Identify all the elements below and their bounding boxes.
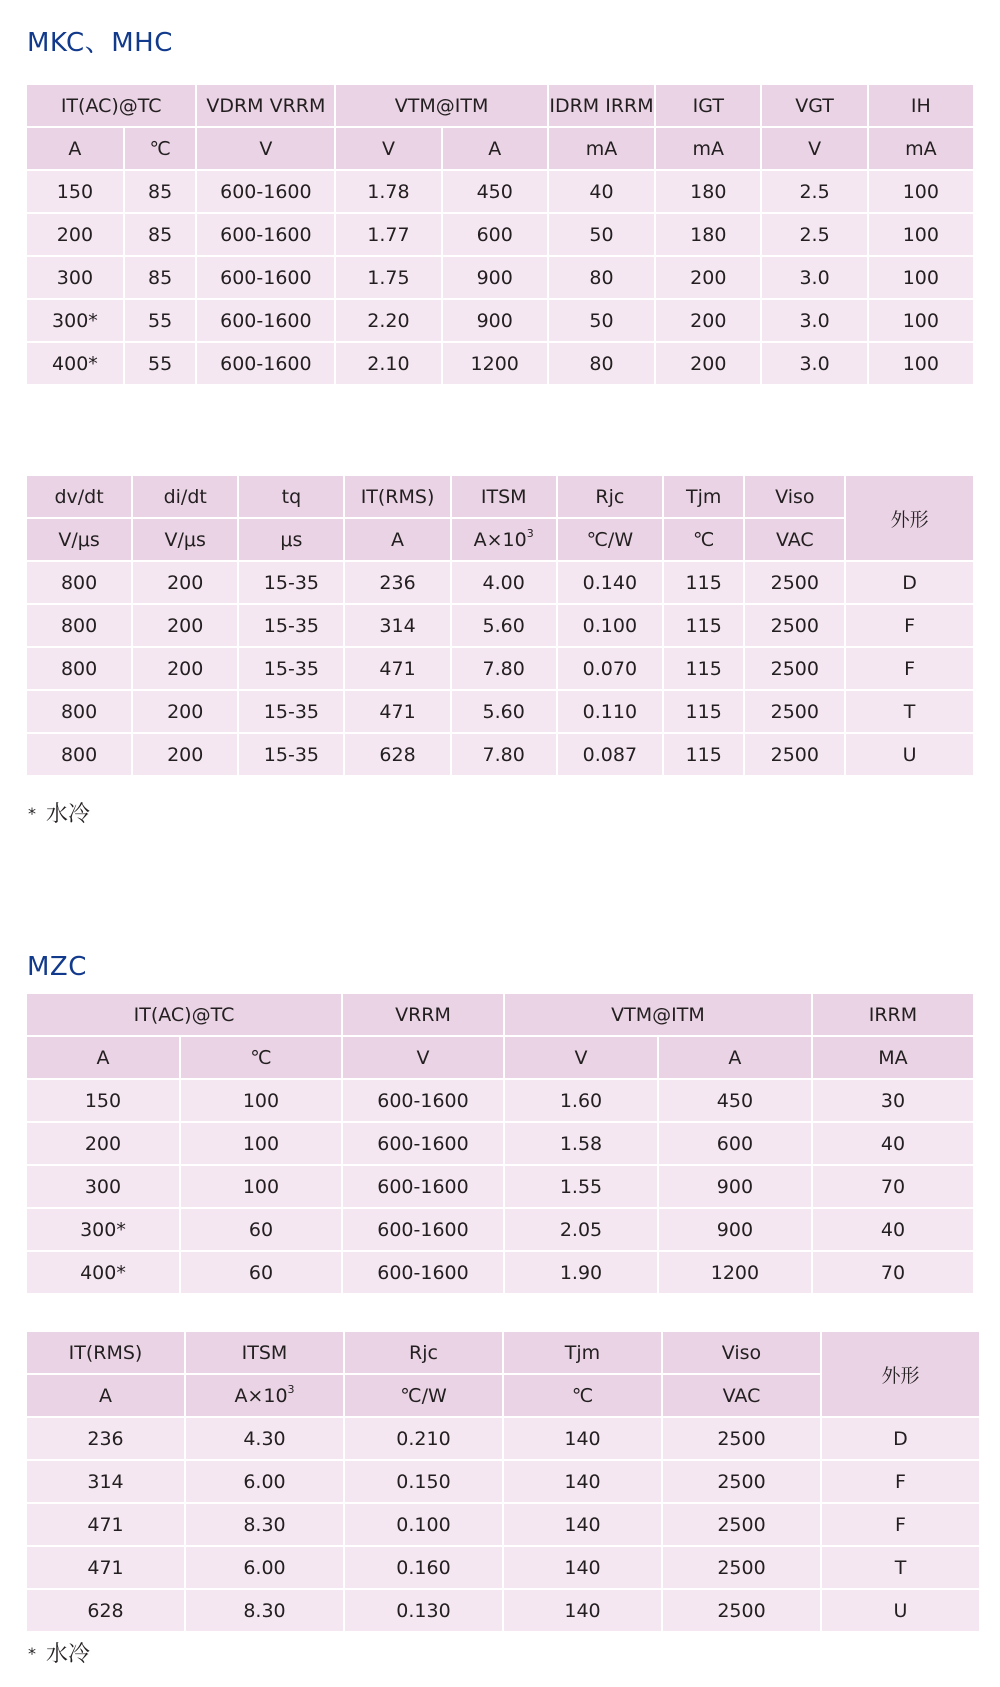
table-cell: 85 [125,171,196,212]
table-cell: 1.60 [505,1080,657,1121]
table-cell: 180 [656,214,760,255]
table-cell: 40 [813,1123,973,1164]
table-row [27,734,973,775]
table-cell: 4.30 [186,1418,343,1459]
table-cell: 2500 [745,734,844,775]
table-cell: 236 [345,562,449,603]
table-cell: 600 [443,214,547,255]
table-cell: 115 [664,648,743,689]
table-cell: 900 [443,257,547,298]
table-cell: 70 [813,1252,973,1293]
table-cell: 200 [656,343,760,384]
table-cell: 600-1600 [197,257,334,298]
unit-cell: A [443,128,547,169]
table-cell: 60 [181,1252,341,1293]
table-row [27,343,973,384]
table-cell: 600-1600 [343,1166,503,1207]
table-cell: 600-1600 [197,300,334,341]
header-cell: VGT [762,85,866,126]
table-row [27,1547,979,1588]
table-cell: 100 [869,343,973,384]
header-cell: tq [239,476,343,517]
unit-row [27,519,973,560]
table-cell: 15-35 [239,562,343,603]
table-row [27,562,973,603]
header-cell: IT(AC)@TC [27,994,341,1035]
table-row [27,1080,973,1121]
header-cell: IH [869,85,973,126]
table-cell: 180 [656,171,760,212]
table-cell: 900 [443,300,547,341]
unit-cell: ℃/W [345,1375,502,1416]
section-title-mzc: MZC [27,952,87,982]
table-cell: 140 [504,1547,661,1588]
table-cell: 140 [504,1504,661,1545]
unit-cell: VAC [745,519,844,560]
table-cell: 100 [181,1166,341,1207]
table-cell: 140 [504,1461,661,1502]
table-cell: 115 [664,562,743,603]
table-cell: 60 [181,1209,341,1250]
table-cell: 100 [869,171,973,212]
table-cell: 0.070 [558,648,662,689]
table-cell: 1.77 [336,214,440,255]
table-row [27,1418,979,1459]
unit-cell: A [27,128,123,169]
footnote-water-cooled: * 水冷 [28,802,91,827]
footnote-water-cooled: * 水冷 [28,1642,91,1667]
table-row [27,214,973,255]
table-cell: D [822,1418,979,1459]
header-cell: IGT [656,85,760,126]
header-cell: IT(RMS) [345,476,449,517]
unit-cell: V [343,1037,503,1078]
table-cell: 115 [664,734,743,775]
table-row [27,605,973,646]
table-cell: 0.100 [345,1504,502,1545]
table-cell: 140 [504,1590,661,1631]
table-cell: 2500 [663,1418,820,1459]
table-cell: 1.90 [505,1252,657,1293]
table-cell: 6.00 [186,1547,343,1588]
table-cell: 600-1600 [197,171,334,212]
table-cell: T [846,691,973,732]
unit-cell: μs [239,519,343,560]
table-cell: 2500 [745,648,844,689]
table-cell: 2500 [745,691,844,732]
mkc-electrical-table [25,83,975,386]
table-cell: 600-1600 [343,1080,503,1121]
table-cell: 600-1600 [343,1252,503,1293]
table-row [27,300,973,341]
header-cell: Viso [663,1332,820,1373]
table-cell: 800 [27,734,131,775]
table-cell: 70 [813,1166,973,1207]
table-cell: 200 [133,691,237,732]
table-cell: 115 [664,605,743,646]
table-cell: 800 [27,648,131,689]
table-cell: 314 [345,605,449,646]
unit-cell: ℃ [125,128,196,169]
table-cell: 55 [125,343,196,384]
table-cell: D [846,562,973,603]
table-cell: 471 [345,691,449,732]
table-cell: 8.30 [186,1504,343,1545]
header-cell: Rjc [558,476,662,517]
unit-cell-itsm: $A\times 10^3$ [452,519,556,560]
table-cell: T [822,1547,979,1588]
table-cell: 7.80 [452,734,556,775]
table-row [27,257,973,298]
table-cell: 200 [133,734,237,775]
table-cell: 0.140 [558,562,662,603]
table-cell: 1.78 [336,171,440,212]
table-cell: 2500 [745,605,844,646]
table-cell: 400* [27,343,123,384]
table-cell: 600-1600 [343,1123,503,1164]
table-cell: 100 [181,1080,341,1121]
table-cell: 5.60 [452,605,556,646]
table-cell: 80 [549,343,654,384]
table-cell: 450 [443,171,547,212]
table-cell: 0.160 [345,1547,502,1588]
table-cell: 2500 [663,1504,820,1545]
table-cell: 50 [549,214,654,255]
table-row [27,1252,973,1293]
table-cell: 1.58 [505,1123,657,1164]
table-cell: 40 [549,171,654,212]
header-cell: IDRM IRRM [549,85,654,126]
unit-cell: V [505,1037,657,1078]
table-cell: 7.80 [452,648,556,689]
header-cell: VDRM VRRM [197,85,334,126]
table-cell: 0.110 [558,691,662,732]
table-cell: 200 [27,1123,179,1164]
table-cell: 2.20 [336,300,440,341]
table-cell: 55 [125,300,196,341]
table-cell: 236 [27,1418,184,1459]
header-cell: VTM@ITM [505,994,811,1035]
table-row [27,1590,979,1631]
section-title-mkc-mhc: MKC、MHC [27,28,173,58]
table-cell: 6.00 [186,1461,343,1502]
table-cell: 300 [27,257,123,298]
unit-cell: A [27,1375,184,1416]
table-cell: 800 [27,605,131,646]
table-cell: 15-35 [239,605,343,646]
header-cell: Tjm [504,1332,661,1373]
table-cell: 150 [27,1080,179,1121]
table-cell: 200 [656,257,760,298]
table-cell: 2.5 [762,171,866,212]
table-cell: 4.00 [452,562,556,603]
table-cell: 3.0 [762,300,866,341]
table-cell: 115 [664,691,743,732]
mkc-thermal-table [25,474,975,777]
unit-row [27,128,973,169]
header-cell: VRRM [343,994,503,1035]
table-cell: 2.5 [762,214,866,255]
table-cell: 314 [27,1461,184,1502]
unit-cell: mA [549,128,654,169]
header-cell: Tjm [664,476,743,517]
table-cell: 15-35 [239,691,343,732]
table-cell: 2500 [663,1547,820,1588]
table-cell: 8.30 [186,1590,343,1631]
table-cell: 150 [27,171,123,212]
header-cell-shape: 外形 [822,1332,979,1416]
table-cell: 1200 [443,343,547,384]
table-cell: 80 [549,257,654,298]
mzc-thermal-table [25,1330,981,1633]
unit-cell: ℃ [181,1037,341,1078]
table-cell: 900 [659,1166,811,1207]
table-cell: 0.210 [345,1418,502,1459]
table-cell: F [846,648,973,689]
table-cell: 200 [656,300,760,341]
unit-cell: ℃/W [558,519,662,560]
table-cell: F [822,1461,979,1502]
unit-cell: A [659,1037,811,1078]
header-cell: ITSM [452,476,556,517]
header-cell: di/dt [133,476,237,517]
table-cell: 628 [345,734,449,775]
header-row [27,1332,979,1373]
header-cell: VTM@ITM [336,85,547,126]
table-cell: 600-1600 [197,343,334,384]
header-row [27,994,973,1035]
table-cell: 471 [345,648,449,689]
table-cell: 600-1600 [343,1209,503,1250]
table-cell: 3.0 [762,343,866,384]
header-row [27,476,973,517]
table-cell: 450 [659,1080,811,1121]
header-cell: Viso [745,476,844,517]
table-cell: 2.05 [505,1209,657,1250]
unit-cell: mA [656,128,760,169]
table-row [27,1209,973,1250]
table-cell: 100 [869,214,973,255]
unit-cell: MA [813,1037,973,1078]
table-cell: 300* [27,1209,179,1250]
table-cell: 85 [125,214,196,255]
table-cell: 15-35 [239,734,343,775]
table-cell: 800 [27,691,131,732]
table-cell: 200 [133,605,237,646]
header-cell: IT(RMS) [27,1332,184,1373]
table-cell: 3.0 [762,257,866,298]
unit-cell: VAC [663,1375,820,1416]
unit-cell: ℃ [504,1375,661,1416]
table-cell: 2500 [745,562,844,603]
table-cell: 85 [125,257,196,298]
table-row [27,1504,979,1545]
table-cell: 0.087 [558,734,662,775]
table-cell: 600 [659,1123,811,1164]
table-cell: 100 [869,257,973,298]
table-cell: 471 [27,1504,184,1545]
table-cell: 300 [27,1166,179,1207]
unit-cell: V [762,128,866,169]
header-cell: dv/dt [27,476,131,517]
header-cell: IRRM [813,994,973,1035]
header-row [27,85,973,126]
table-cell: 2500 [663,1590,820,1631]
table-cell: 628 [27,1590,184,1631]
table-cell: 50 [549,300,654,341]
unit-cell: V/μs [27,519,131,560]
table-cell: 800 [27,562,131,603]
table-cell: 300* [27,300,123,341]
header-cell: ITSM [186,1332,343,1373]
table-row [27,1166,973,1207]
table-cell: 200 [27,214,123,255]
table-cell: 600-1600 [197,214,334,255]
table-cell: 100 [869,300,973,341]
header-cell: IT(AC)@TC [27,85,195,126]
header-cell-shape: 外形 [846,476,973,560]
unit-cell: V/μs [133,519,237,560]
unit-row [27,1037,973,1078]
table-cell: 400* [27,1252,179,1293]
table-cell: 200 [133,648,237,689]
table-cell: 0.100 [558,605,662,646]
table-cell: 0.130 [345,1590,502,1631]
table-row [27,1461,979,1502]
table-cell: 5.60 [452,691,556,732]
table-cell: 200 [133,562,237,603]
mzc-electrical-table [25,992,975,1295]
table-row [27,1123,973,1164]
table-row [27,648,973,689]
unit-cell: V [336,128,440,169]
table-cell: 100 [181,1123,341,1164]
table-cell: F [846,605,973,646]
unit-cell-itsm: $A\times 10^3$ [186,1375,343,1416]
table-cell: 40 [813,1209,973,1250]
table-cell: 471 [27,1547,184,1588]
table-cell: 0.150 [345,1461,502,1502]
header-cell: Rjc [345,1332,502,1373]
table-cell: 30 [813,1080,973,1121]
unit-cell: V [197,128,334,169]
table-cell: 1200 [659,1252,811,1293]
unit-cell: A [27,1037,179,1078]
table-cell: 2.10 [336,343,440,384]
table-cell: 900 [659,1209,811,1250]
unit-cell: ℃ [664,519,743,560]
table-cell: U [822,1590,979,1631]
table-row [27,171,973,212]
table-cell: U [846,734,973,775]
unit-cell: mA [869,128,973,169]
table-cell: F [822,1504,979,1545]
table-cell: 1.75 [336,257,440,298]
table-row [27,691,973,732]
table-cell: 1.55 [505,1166,657,1207]
table-cell: 140 [504,1418,661,1459]
table-cell: 15-35 [239,648,343,689]
table-cell: 2500 [663,1461,820,1502]
unit-cell: A [345,519,449,560]
